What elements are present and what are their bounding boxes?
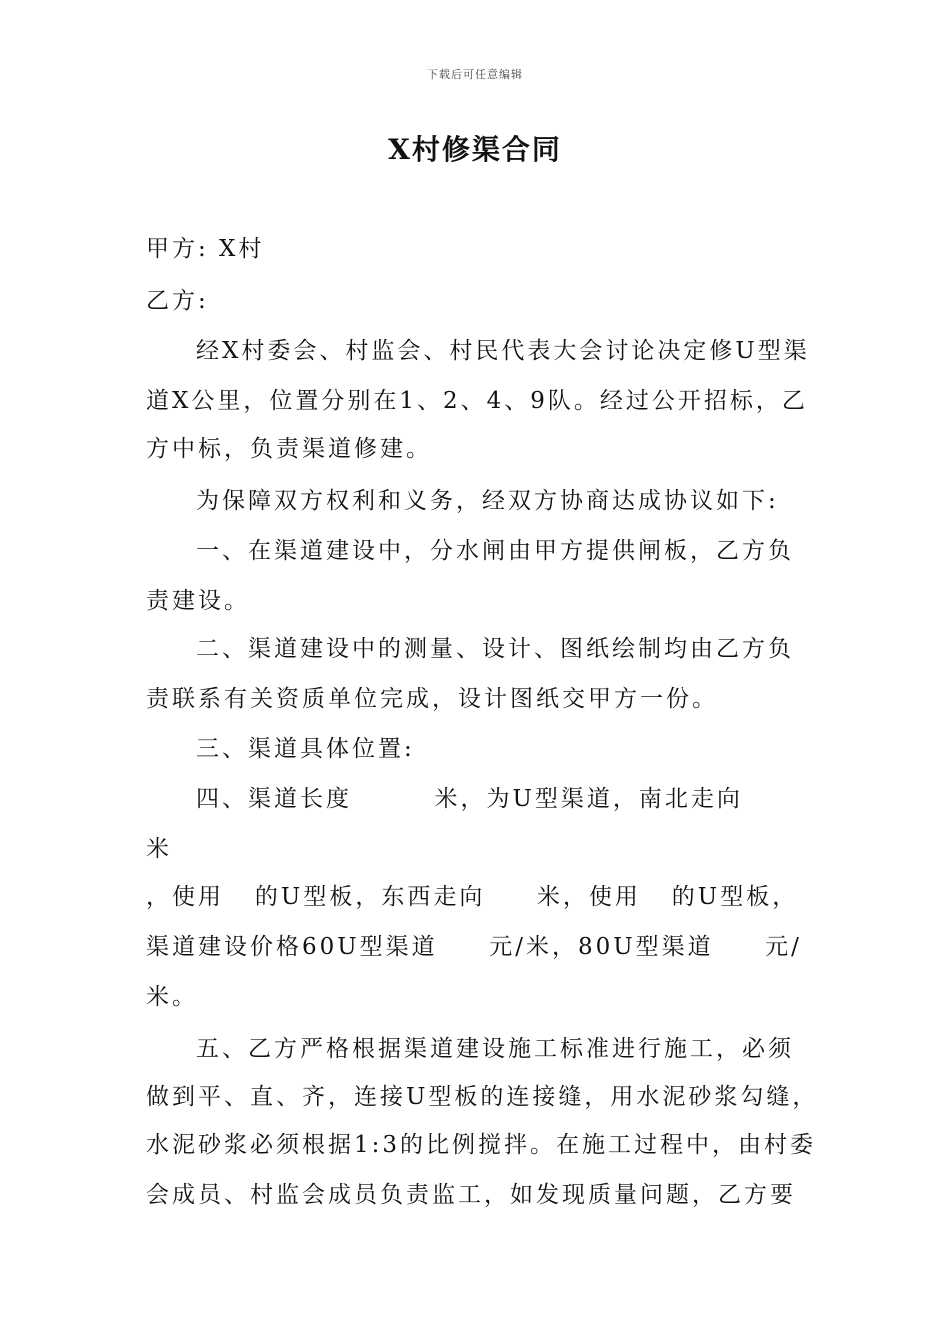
clause-1-line: 责建设。 bbox=[146, 588, 250, 614]
document-title: X村修渠合同 bbox=[388, 133, 562, 166]
clause-4-line: 米。 bbox=[146, 984, 198, 1010]
clause-2-line: 二、渠道建设中的测量、设计、图纸绘制均由乙方负 bbox=[196, 636, 794, 662]
paragraph-line: 经X村委会、村监会、村民代表大会讨论决定修U型渠 bbox=[196, 338, 810, 364]
paragraph-line: 为保障双方权利和义务，经双方协商达成协议如下: bbox=[196, 488, 779, 514]
party-a-line: 甲方: X村 bbox=[146, 236, 265, 262]
clause-4-line: ，使用 的U型板，东西走向 米，使用 的U型板， bbox=[146, 884, 799, 910]
clause-2-line: 责联系有关资质单位完成，设计图纸交甲方一份。 bbox=[146, 686, 718, 712]
paragraph-line: 道X公里，位置分别在1、2、4、9队。经过公开招标，乙 bbox=[146, 388, 808, 414]
clause-5-line: 水泥砂浆必须根据1:3的比例搅拌。在施工过程中，由村委 bbox=[146, 1132, 817, 1158]
party-b-line: 乙方: bbox=[146, 288, 209, 314]
header-note: 下载后可任意编辑 bbox=[427, 68, 523, 81]
clause-5-line: 会成员、村监会成员负责监工，如发现质量问题，乙方要 bbox=[146, 1182, 796, 1208]
clause-3-line: 三、渠道具体位置: bbox=[196, 736, 415, 762]
clause-4-line: 四、渠道长度 米，为U型渠道，南北走向 bbox=[196, 786, 743, 812]
clause-5-line: 五、乙方严格根据渠道建设施工标准进行施工，必须 bbox=[196, 1036, 794, 1062]
clause-1-line: 一、在渠道建设中，分水闸由甲方提供闸板，乙方负 bbox=[196, 538, 794, 564]
clause-5-line: 做到平、直、齐，连接U型板的连接缝，用水泥砂浆勾缝， bbox=[146, 1084, 819, 1110]
clause-4-line: 渠道建设价格60U型渠道 元/米，80U型渠道 元/ bbox=[146, 934, 802, 960]
clause-4-line: 米 bbox=[146, 836, 172, 862]
paragraph-line: 方中标，负责渠道修建。 bbox=[146, 436, 432, 462]
